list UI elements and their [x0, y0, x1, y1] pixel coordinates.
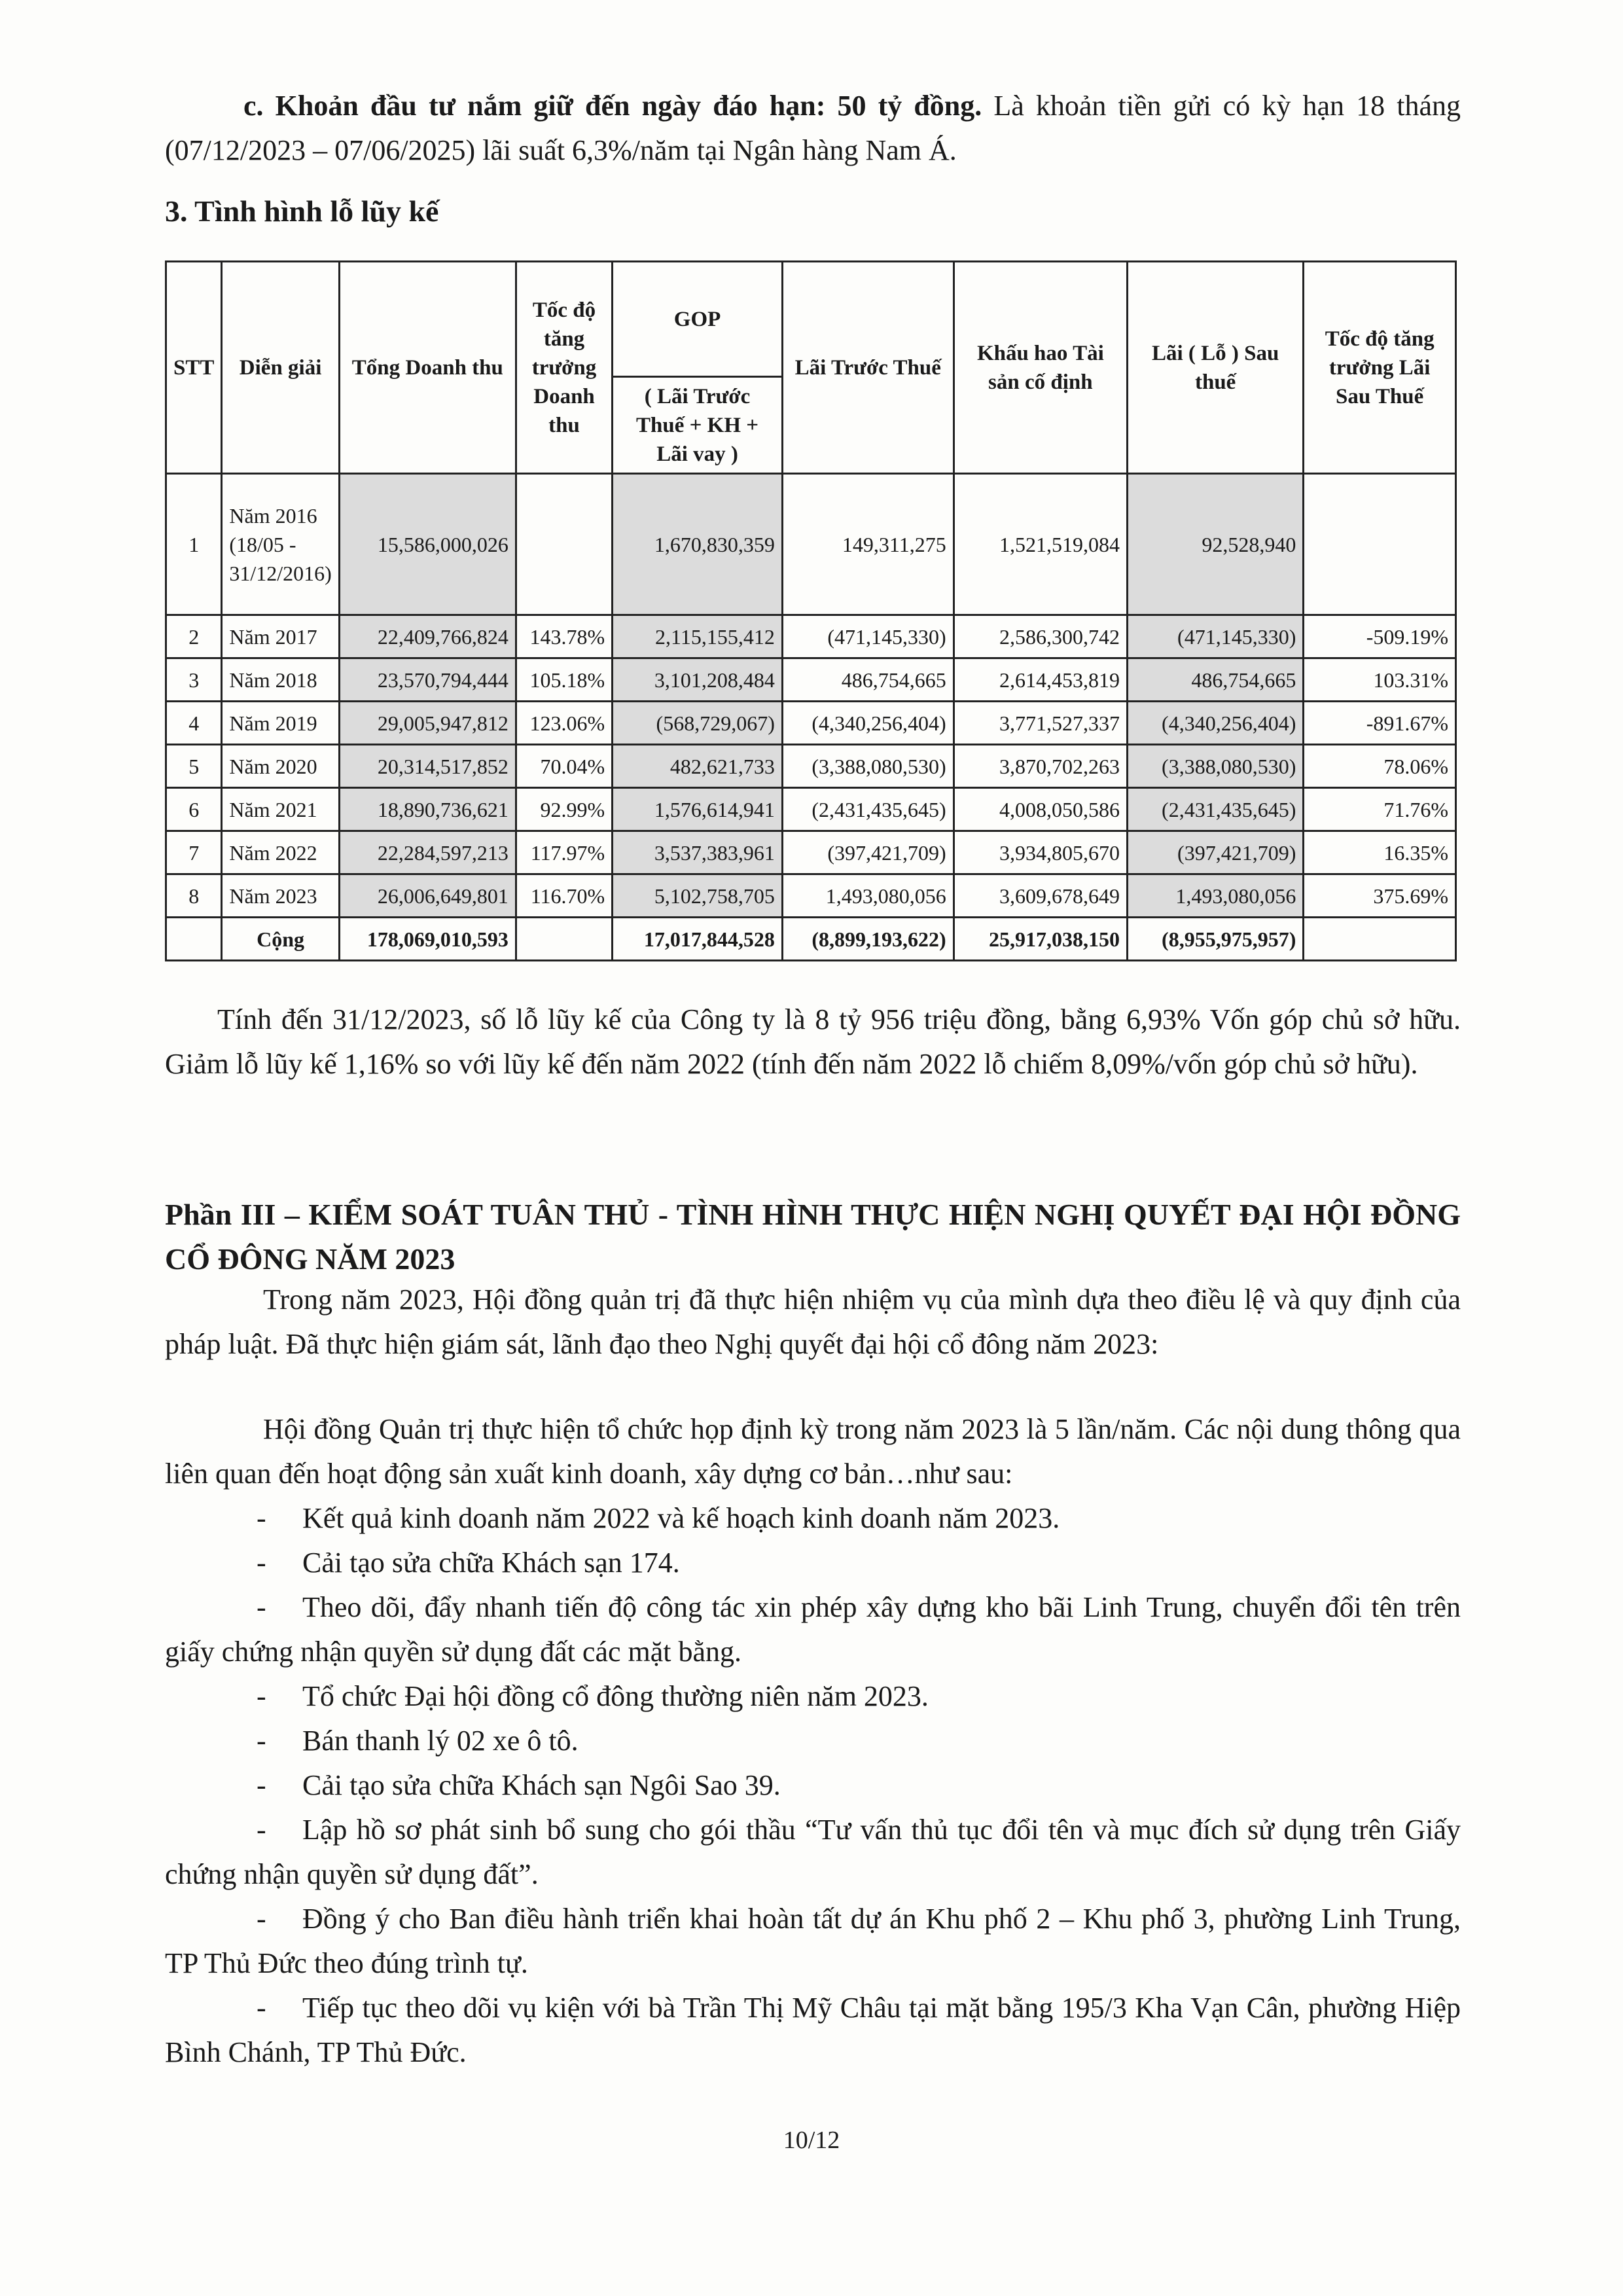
- cell-profit-growth: -509.19%: [1304, 615, 1456, 658]
- cell-profit-before-tax: 149,311,275: [782, 474, 954, 615]
- header-tong-doanh-thu: Tổng Doanh thu: [339, 262, 516, 474]
- list-dash: -: [257, 1502, 266, 1534]
- cell-gop: 3,101,208,484: [613, 658, 783, 702]
- cell-total-gop: 17,017,844,528: [613, 918, 783, 961]
- cell-total-profit-growth: [1304, 918, 1456, 961]
- cell-profit-before-tax: (3,388,080,530): [782, 745, 954, 788]
- list-item: [165, 1585, 1461, 1674]
- list-dash: -: [257, 1547, 266, 1579]
- cell-stt: 6: [166, 788, 222, 831]
- cell-total-depreciation: 25,917,038,150: [954, 918, 1127, 961]
- header-gop-formula: ( Lãi Trước Thuế + KH + Lãi vay ): [613, 377, 783, 474]
- cell-stt-empty: [166, 918, 222, 961]
- header-khau-hao: Khấu hao Tài sản cố định: [954, 262, 1127, 474]
- accumulated-loss-summary: Tính đến 31/12/2023, số lỗ lũy kế của Công ty là 8 tỷ 956 triệu đồng, bằng 6,93% Vốn góp chủ sở hữu. Giảm lỗ lũy kế 1,16% so với lũy kế đến năm 2022 (tính đến năm 2022 lỗ chiếm 8,09%/vốn góp chủ sở hữu).: [165, 1003, 1461, 1080]
- cell-depreciation: 3,934,805,670: [954, 831, 1127, 874]
- header-dien-giai: Diễn giải: [222, 262, 339, 474]
- cell-profit-after-tax: (4,340,256,404): [1127, 702, 1303, 745]
- list-item-text: Kết quả kinh doanh năm 2022 và kế hoạch kinh doanh năm 2023.: [302, 1502, 1060, 1534]
- header-lai-truoc-thue: Lãi Trước Thuế: [782, 262, 954, 474]
- cell-profit-after-tax: (3,388,080,530): [1127, 745, 1303, 788]
- cell-dien-giai: Năm 2018: [222, 658, 339, 702]
- cell-profit-before-tax: (471,145,330): [782, 615, 954, 658]
- list-item: [165, 1496, 1461, 1541]
- list-item-text: Cải tạo sửa chữa Khách sạn Ngôi Sao 39.: [302, 1769, 781, 1801]
- list-item-text: Cải tạo sửa chữa Khách sạn 174.: [302, 1547, 680, 1579]
- list-dash: -: [257, 1769, 266, 1801]
- cell-gop: 1,670,830,359: [613, 474, 783, 615]
- cell-revenue: 20,314,517,852: [339, 745, 516, 788]
- header-stt: STT: [166, 262, 222, 474]
- cell-stt: 5: [166, 745, 222, 788]
- cell-gop: 3,537,383,961: [613, 831, 783, 874]
- cell-profit-growth: 78.06%: [1304, 745, 1456, 788]
- table-row: [166, 874, 1456, 918]
- cell-dien-giai: Năm 2020: [222, 745, 339, 788]
- list-item-text: Tổ chức Đại hội đồng cổ đông thường niên năm 2023.: [302, 1680, 929, 1712]
- cell-profit-before-tax: (4,340,256,404): [782, 702, 954, 745]
- cell-profit-after-tax: 92,528,940: [1127, 474, 1303, 615]
- paragraph-investment: [165, 84, 1461, 173]
- cell-revenue-growth: 143.78%: [516, 615, 612, 658]
- cell-profit-growth: 375.69%: [1304, 874, 1456, 918]
- table-total-row: [166, 918, 1456, 961]
- table-row: [166, 831, 1456, 874]
- cell-profit-after-tax: 1,493,080,056: [1127, 874, 1303, 918]
- cell-dien-giai: Năm 2016 (18/05 - 31/12/2016): [222, 474, 339, 615]
- list-item: [165, 1763, 1461, 1808]
- cell-profit-after-tax: 486,754,665: [1127, 658, 1303, 702]
- page-number: 10/12: [783, 2126, 840, 2154]
- cell-revenue-growth: [516, 474, 612, 615]
- cell-gop: 482,621,733: [613, 745, 783, 788]
- cell-depreciation: 3,771,527,337: [954, 702, 1127, 745]
- list-item-text: Bán thanh lý 02 xe ô tô.: [302, 1725, 579, 1757]
- accumulated-loss-table: [165, 260, 1457, 961]
- cell-dien-giai: Năm 2022: [222, 831, 339, 874]
- cell-dien-giai: Năm 2021: [222, 788, 339, 831]
- section-3-title: 3. Tình hình lỗ lũy kế: [165, 194, 439, 228]
- cell-revenue-growth: 105.18%: [516, 658, 612, 702]
- header-toc-do-doanh-thu: Tốc độ tăng trưởng Doanh thu: [516, 262, 612, 474]
- resolution-list: [165, 1496, 1461, 2075]
- list-item: [165, 1986, 1461, 2075]
- part-3-title: Phần III – KIỂM SOÁT TUÂN THỦ - TÌNH HÌNH THỰC HIỆN NGHỊ QUYẾT ĐẠI HỘI ĐỒNG CỔ ĐÔNG NĂM 2023: [165, 1198, 1461, 1276]
- list-dash: -: [257, 1992, 266, 2024]
- cell-revenue: 18,890,736,621: [339, 788, 516, 831]
- list-dash: -: [257, 1591, 266, 1623]
- cell-revenue-growth: 70.04%: [516, 745, 612, 788]
- cell-gop: 5,102,758,705: [613, 874, 783, 918]
- table-row: [166, 615, 1456, 658]
- table-row: [166, 745, 1456, 788]
- cell-revenue: 15,586,000,026: [339, 474, 516, 615]
- cell-total-label: Cộng: [222, 918, 339, 961]
- list-item: [165, 1674, 1461, 1719]
- list-item: [165, 1808, 1461, 1897]
- table-row: [166, 702, 1456, 745]
- cell-profit-before-tax: 1,493,080,056: [782, 874, 954, 918]
- cell-gop: 2,115,155,412: [613, 615, 783, 658]
- cell-revenue: 22,284,597,213: [339, 831, 516, 874]
- list-item-text: Tiếp tục theo dõi vụ kiện với bà Trần Thị Mỹ Châu tại mặt bằng 195/3 Kha Vạn Cân, phường Hiệp Bình Chánh, TP Thủ Đức.: [165, 1992, 1461, 2068]
- cell-revenue-growth: 117.97%: [516, 831, 612, 874]
- paragraph-investment-text: Là khoản tiền gửi có kỳ hạn 18 tháng (07/12/2023 – 07/06/2025) lãi suất 6,3%/năm tại Ngân hàng Nam Á.: [165, 90, 1461, 166]
- cell-revenue: 22,409,766,824: [339, 615, 516, 658]
- cell-stt: 8: [166, 874, 222, 918]
- list-item: [165, 1897, 1461, 1986]
- cell-profit-growth: 16.35%: [1304, 831, 1456, 874]
- list-dash: -: [257, 1903, 266, 1935]
- cell-stt: 2: [166, 615, 222, 658]
- cell-profit-before-tax: (397,421,709): [782, 831, 954, 874]
- cell-revenue-growth: 123.06%: [516, 702, 612, 745]
- cell-dien-giai: Năm 2017: [222, 615, 339, 658]
- cell-profit-growth: -891.67%: [1304, 702, 1456, 745]
- table-row: [166, 658, 1456, 702]
- cell-profit-growth: 71.76%: [1304, 788, 1456, 831]
- cell-depreciation: 3,870,702,263: [954, 745, 1127, 788]
- cell-profit-growth: [1304, 474, 1456, 615]
- list-dash: -: [257, 1725, 266, 1757]
- cell-gop: 1,576,614,941: [613, 788, 783, 831]
- cell-depreciation: 2,614,453,819: [954, 658, 1127, 702]
- cell-total-profit-before-tax: (8,899,193,622): [782, 918, 954, 961]
- cell-revenue: 29,005,947,812: [339, 702, 516, 745]
- cell-dien-giai: Năm 2023: [222, 874, 339, 918]
- cell-stt: 7: [166, 831, 222, 874]
- cell-gop: (568,729,067): [613, 702, 783, 745]
- cell-total-revenue: 178,069,010,593: [339, 918, 516, 961]
- list-item: [165, 1541, 1461, 1585]
- table-row: [166, 788, 1456, 831]
- paragraph-investment-heading: c. Khoản đầu tư nắm giữ đến ngày đáo hạn: 50 tỷ đồng.: [243, 90, 982, 122]
- cell-depreciation: 3,609,678,649: [954, 874, 1127, 918]
- cell-profit-after-tax: (397,421,709): [1127, 831, 1303, 874]
- cell-revenue-growth: 92.99%: [516, 788, 612, 831]
- list-dash: -: [257, 1680, 266, 1712]
- cell-stt: 3: [166, 658, 222, 702]
- cell-revenue: 23,570,794,444: [339, 658, 516, 702]
- cell-profit-after-tax: (2,431,435,645): [1127, 788, 1303, 831]
- header-lai-sau-thue: Lãi ( Lỗ ) Sau thuế: [1127, 262, 1303, 474]
- cell-total-profit-after-tax: (8,955,975,957): [1127, 918, 1303, 961]
- list-item-text: Theo dõi, đẩy nhanh tiến độ công tác xin phép xây dựng kho bãi Linh Trung, chuyển đổi tên trên giấy chứng nhận quyền sử dụng đất các mặt bằng.: [165, 1591, 1461, 1668]
- cell-profit-before-tax: 486,754,665: [782, 658, 954, 702]
- table-row: [166, 474, 1456, 615]
- cell-profit-after-tax: (471,145,330): [1127, 615, 1303, 658]
- cell-depreciation: 4,008,050,586: [954, 788, 1127, 831]
- cell-depreciation: 1,521,519,084: [954, 474, 1127, 615]
- list-item: [165, 1719, 1461, 1763]
- cell-stt: 1: [166, 474, 222, 615]
- list-dash: -: [257, 1814, 266, 1846]
- cell-total-revenue-growth: [516, 918, 612, 961]
- cell-profit-growth: 103.31%: [1304, 658, 1456, 702]
- list-item-text: Lập hồ sơ phát sinh bổ sung cho gói thầu “Tư vấn thủ tục đổi tên và mục đích sử dụng trên Giấy chứng nhận quyền sử dụng đất”.: [165, 1814, 1461, 1890]
- cell-revenue: 26,006,649,801: [339, 874, 516, 918]
- cell-dien-giai: Năm 2019: [222, 702, 339, 745]
- cell-revenue-growth: 116.70%: [516, 874, 612, 918]
- part-3-intro: Trong năm 2023, Hội đồng quản trị đã thực hiện nhiệm vụ của mình dựa theo điều lệ và quy định của pháp luật. Đã thực hiện giám sát, lãnh đạo theo Nghị quyết đại hội cổ đông năm 2023:: [165, 1283, 1461, 1360]
- header-toc-do-lai: Tốc độ tăng trưởng Lãi Sau Thuế: [1304, 262, 1456, 474]
- cell-stt: 4: [166, 702, 222, 745]
- header-gop: GOP: [613, 262, 783, 377]
- list-item-text: Đồng ý cho Ban điều hành triển khai hoàn tất dự án Khu phố 2 – Khu phố 3, phường Linh Trung, TP Thủ Đức theo đúng trình tự.: [165, 1903, 1461, 1979]
- cell-profit-before-tax: (2,431,435,645): [782, 788, 954, 831]
- board-meetings-intro: Hội đồng Quản trị thực hiện tổ chức họp định kỳ trong năm 2023 là 5 lần/năm. Các nội dung thông qua liên quan đến hoạt động sản xuất kinh doanh, xây dựng cơ bản…như sau:: [165, 1413, 1461, 1490]
- cell-depreciation: 2,586,300,742: [954, 615, 1127, 658]
